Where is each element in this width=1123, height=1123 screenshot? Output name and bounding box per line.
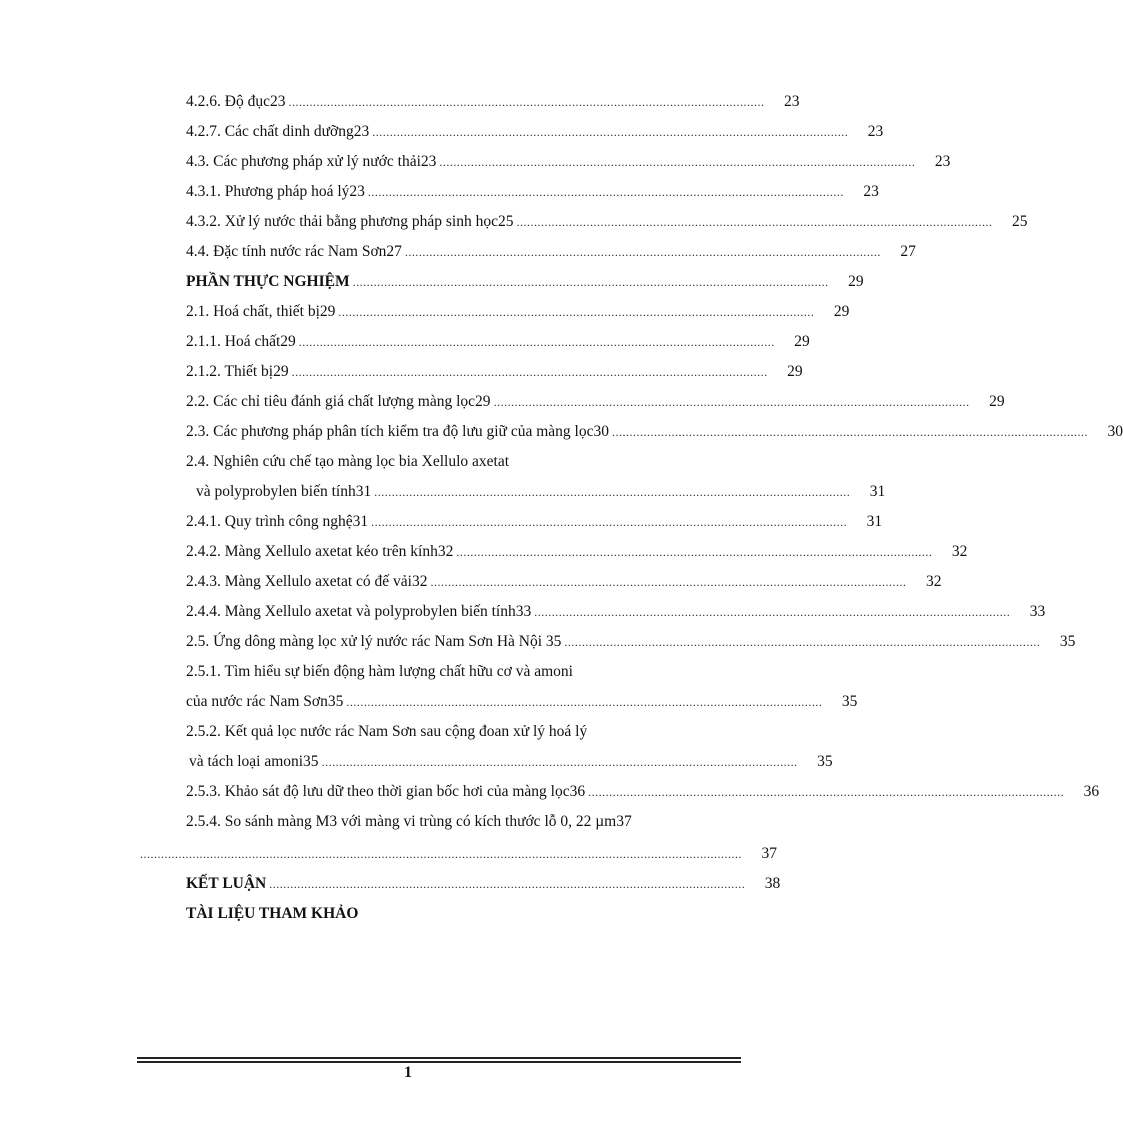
toc-page-number: 32 [925, 573, 942, 590]
toc-page-number: 29 [989, 393, 1005, 410]
dot-leader: ........................................................................................................................................ [372, 125, 849, 139]
dot-leader: ........................................................................................................................................ [367, 185, 844, 199]
toc-entry [186, 543, 968, 565]
toc-page-number: 33 [1029, 603, 1046, 620]
toc-entry [186, 243, 916, 265]
dot-leader: ........................................................................................................................................ [564, 635, 1041, 649]
toc-entry-text: 2.3. Các phương pháp phân tích kiểm tra độ lưu giữ của màng lọc30 [186, 423, 609, 440]
toc-entry [186, 783, 1100, 805]
toc-entry-text: 2.5.4. So sánh màng M3 với màng vi trùng có kích thước lỗ 0, 22 µm37 [186, 813, 632, 830]
dot-leader: ........................................................................................................................................ [588, 785, 1065, 799]
toc-section-heading [186, 875, 781, 897]
toc-page-number: 23 [934, 153, 951, 170]
toc-entry-text: 2.2. Các chỉ tiêu đánh giá chất lượng màng lọc29 [186, 393, 491, 410]
toc-entry-text: 2.5. Ứng dông màng lọc xử lý nước rác Nam Sơn Hà Nội 35 [186, 633, 562, 650]
dot-leader: ........................................................................................................................................ [493, 395, 970, 409]
toc-entry [186, 153, 951, 175]
dot-leader: ........................................................................................................................................ [611, 425, 1088, 439]
toc-entry-text: của nước rác Nam Sơn35 [186, 693, 344, 710]
toc-page-number: 35 [1059, 633, 1076, 650]
toc-entry [186, 213, 1028, 235]
toc-entry-text: 4.3. Các phương pháp xử lý nước thải23 [186, 153, 437, 170]
toc-entry-text: và tách loại amoni35 [189, 753, 319, 770]
page-number: 1 [404, 1064, 412, 1081]
toc-page-number: 29 [787, 363, 803, 380]
toc-page-number: 36 [1083, 783, 1100, 800]
toc-entry-text: 2.4.4. Màng Xellulo axetat và polyprobylen biến tính33 [186, 603, 532, 620]
toc-page-number: 38 [764, 875, 781, 892]
toc-entry-text: 2.4.1. Quy trình công nghệ31 [186, 513, 369, 530]
toc-page-number: 32 [951, 543, 968, 560]
toc-entry-text: 4.2.6. Độ đục23 [186, 93, 286, 110]
toc-entry-text: 4.3.2. Xử lý nước thải bằng phương pháp sinh học25 [186, 213, 514, 230]
toc-entry [186, 303, 850, 325]
toc-page-number: 29 [848, 273, 864, 290]
dot-leader: ........................................................................................................................................ [371, 515, 848, 529]
toc-entry [196, 483, 886, 505]
toc-page-number: 30 [1107, 423, 1123, 440]
dot-leader: ............................................................................................................................................................................ [140, 847, 742, 861]
dot-leader: ........................................................................................................................................ [298, 335, 775, 349]
dot-leader: ........................................................................................................................................ [291, 365, 768, 379]
toc-entry-text: 2.5.2. Kết quả lọc nước rác Nam Sơn sau cộng đoan xử lý hoá lý [186, 723, 588, 740]
dot-leader: ........................................................................................................................................ [321, 755, 798, 769]
dot-leader: ........................................................................................................................................ [430, 575, 907, 589]
toc-entry [186, 333, 810, 355]
dot-leader: ........................................................................................................................................ [456, 545, 933, 559]
toc-entry-text: KẾT LUẬN [186, 875, 267, 892]
toc-page-number: 37 [761, 845, 777, 862]
toc-entry [186, 693, 858, 715]
toc-entry-text: 4.3.1. Phương pháp hoá lý23 [186, 183, 365, 200]
toc-entry [186, 183, 879, 205]
dot-leader: ........................................................................................................................................ [338, 305, 815, 319]
footer-rule [137, 1061, 741, 1063]
toc-entry-text: 2.1.1. Hoá chất29 [186, 333, 296, 350]
toc-entry [186, 123, 884, 145]
toc-entry [186, 573, 942, 595]
dot-leader: ........................................................................................................................................ [269, 877, 746, 891]
footer-rule [137, 1057, 741, 1059]
toc-entry [186, 423, 1123, 445]
toc-page-number: 23 [867, 123, 884, 140]
toc-entry-text: 4.2.7. Các chất dinh dưỡng23 [186, 123, 370, 140]
toc-entry [186, 93, 800, 115]
toc-entry-text: 2.4. Nghiên cứu chế tạo màng lọc bia Xellulo axetat [186, 453, 510, 470]
toc-entry-text: 2.1.2. Thiết bị29 [186, 363, 289, 380]
toc-entry [186, 633, 1076, 655]
toc-entry-text: 2.5.3. Khảo sát độ lưu dữ theo thời gian bốc hơi của màng lọc36 [186, 783, 586, 800]
toc-entry-text: 2.4.3. Màng Xellulo axetat có đế vải32 [186, 573, 428, 590]
toc-page-number: 31 [869, 483, 886, 500]
toc-page-number: 23 [863, 183, 879, 200]
dot-leader: ........................................................................................................................................ [352, 275, 829, 289]
toc-entry-text: 2.5.1. Tìm hiểu sự biến động hàm lượng chất hữu cơ và amoni [186, 663, 573, 680]
toc-entry [186, 363, 803, 385]
dot-leader: ........................................................................................................................................ [534, 605, 1011, 619]
toc-section-heading [186, 273, 864, 295]
dot-leader: ........................................................................................................................................ [516, 215, 993, 229]
toc-page-number: 23 [783, 93, 800, 110]
toc-page-number: 29 [794, 333, 810, 350]
toc-entry [186, 393, 1005, 415]
dot-leader: ........................................................................................................................................ [374, 485, 851, 499]
toc-entry [186, 603, 1046, 625]
toc-entry-text: 2.4.2. Màng Xellulo axetat kéo trên kính32 [186, 543, 454, 560]
dot-leader: ........................................................................................................................................ [404, 245, 881, 259]
dot-leader: ........................................................................................................................................ [288, 95, 765, 109]
toc-page-number: 25 [1011, 213, 1028, 230]
toc-entry-text: 4.4. Đặc tính nước rác Nam Sơn27 [186, 243, 402, 260]
toc-entry [189, 753, 833, 775]
toc-entry [186, 513, 883, 535]
toc-entry-text: TÀI LIỆU THAM KHẢO [186, 905, 359, 922]
dot-leader: ........................................................................................................................................ [346, 695, 823, 709]
dot-leader: ........................................................................................................................................ [439, 155, 916, 169]
toc-entry-text: 2.1. Hoá chất, thiết bị29 [186, 303, 336, 320]
toc-page-number: 31 [866, 513, 883, 530]
toc-page-number: 29 [833, 303, 850, 320]
toc-entry-text: và polyprobylen biến tính31 [196, 483, 372, 500]
toc-page-number: 27 [900, 243, 916, 260]
toc-entry [140, 845, 777, 867]
toc-page-number: 35 [817, 753, 833, 770]
toc-page-number: 35 [841, 693, 858, 710]
toc-entry-text: PHẦN THỰC NGHIỆM [186, 273, 350, 290]
